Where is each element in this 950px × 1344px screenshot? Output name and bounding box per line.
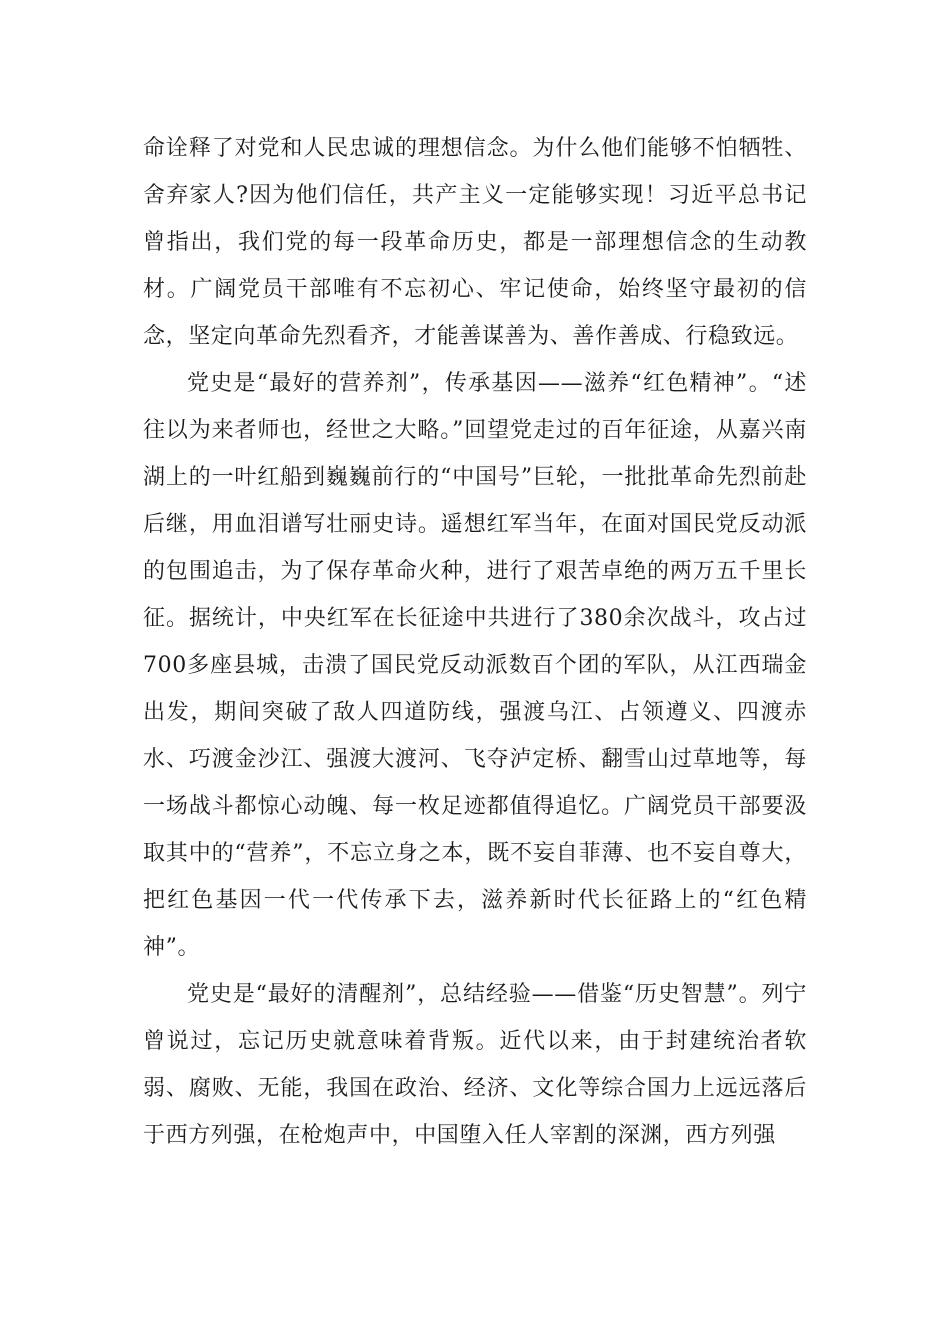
paragraph-3: 党史是“最好的清醒剂”，总结经验——借鉴“历史智慧”。列宁曾说过，忘记历史就意味着背叛。近代以来，由于封建统治者软弱、腐败、无能，我国在政治、经济、文化等综合国力上远远落后于西方列强，在枪炮声中，中国堕入任人宰割的深渊，西方列强 [143, 982, 807, 1148]
document-page [143, 125, 807, 1159]
paragraph-1: 命诠释了对党和人民忠诚的理想信念。为什么他们能够不怕牺牲、舍弃家人?因为他们信任，共产主义一定能够实现！习近平总书记曾指出，我们党的每一段革命历史，都是一部理想信念的生动教材。广阔党员干部唯有不忘初心、牢记使命，始终坚守最初的信念，坚定向革命先烈看齐，才能善谋善为、善作善成、行稳致远。 [143, 136, 807, 349]
paragraph-2: 党史是“最好的营养剂”，传承基因——滋养“红色精神”。“述往以为来者师也，经世之大略。”回望党走过的百年征途，从嘉兴南湖上的一叶红船到巍巍前行的“中国号”巨轮，一批批革命先烈前赴后继，用血泪谱写壮丽史诗。遥想红军当年，在面对国民党反动派的包围追击，为了保存革命火种，进行了艰苦卓绝的两万五千里长征。据统计，中央红军在长征途中共进行了380余次战斗，攻占过700多座县城，击溃了国民党反动派数百个团的军队，从江西瑞金出发，期间突破了敌人四道防线，强渡乌江、占领遵义、四渡赤水、巧渡金沙江、强渡大渡河、飞夺泸定桥、翻雪山过草地等，每一场战斗都惊心动魄、每一枚足迹都值得追忆。广阔党员干部要汲取其中的“营养”，不忘立身之本，既不妄自菲薄、也不妄自尊大，把红色基因一代一代传承下去，滋养新时代长征路上的“红色精神”。 [143, 371, 807, 960]
